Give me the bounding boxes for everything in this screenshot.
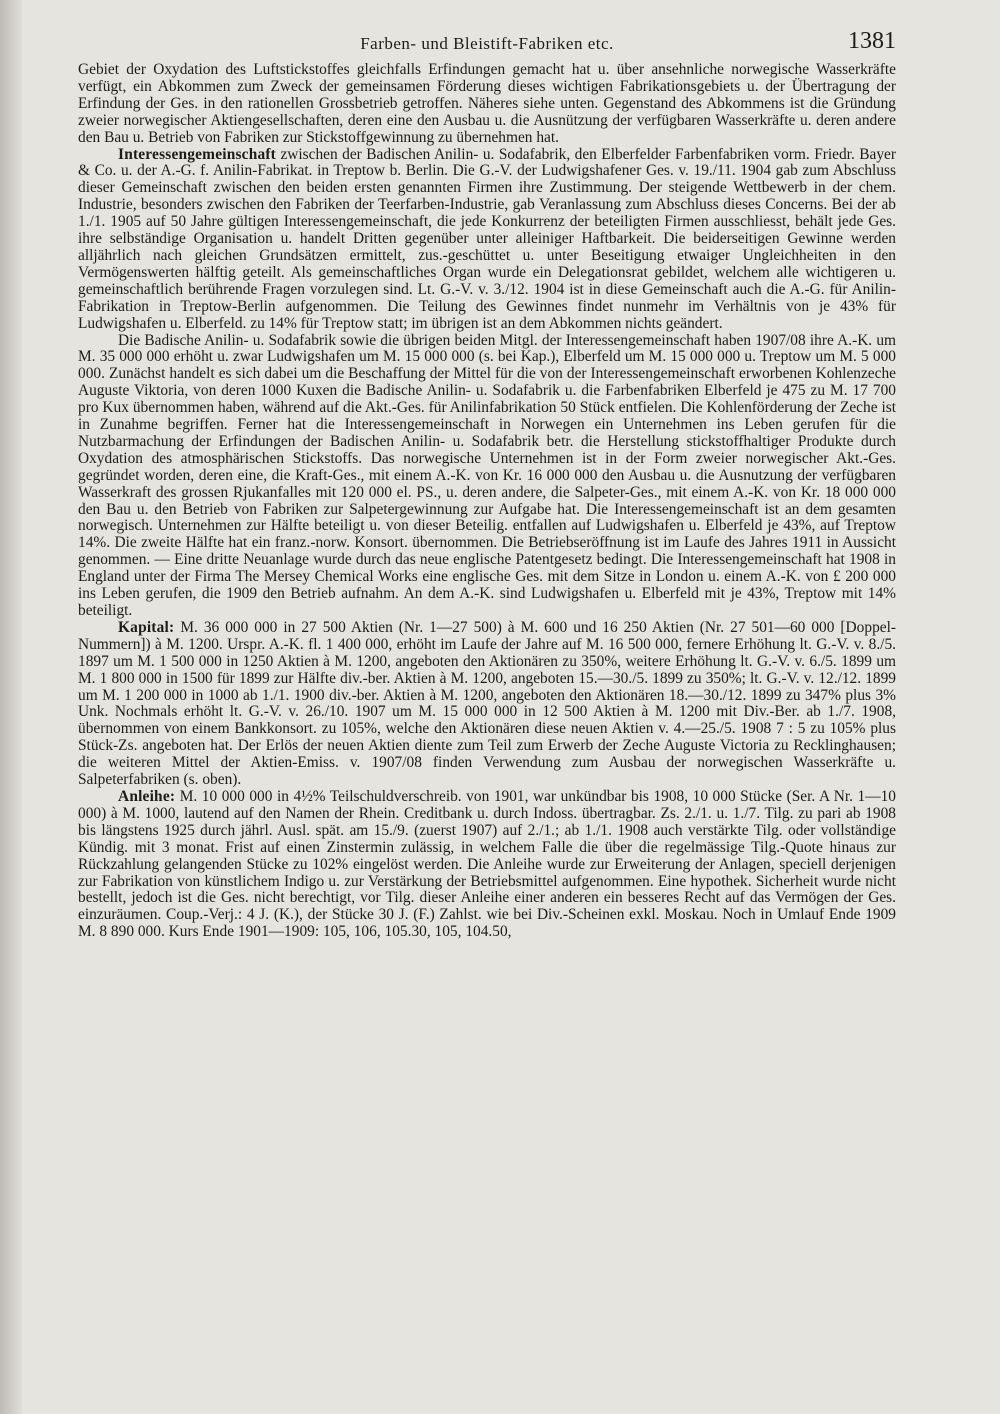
page-number: 1381 [848, 28, 896, 54]
page-spine-shadow [0, 0, 22, 1414]
paragraph-oxydation [78, 62, 896, 147]
paragraph-text: zwischen der Badischen Anilin- u. Sodafabrik, den Elberfelder Farbenfabriken vorm. Friedr. Bayer & Co. u. der A.-G. f. Anilin-Fabrikat. in Treptow b. Berlin. Die G.-V. der Ludwigshafener Ges. v. 19./11. 1904 gab zum Abschluss dieser Gemeinschaft zwischen den beiden ersten genannten Firmen ihre Zustimmung. Der steigende Wettbewerb in der chem. Industrie, besonders zwischen den Fabriken der Teerfarben-Industrie, gab Veranlassung zum Abschluss dieses Concerns. Bei der ab 1./1. 1905 auf 50 Jahre gültigen Interessengemeinschaft, die jede Konkurrenz der beteiligten Firmen ausschliesst, behält jede Ges. ihre selbständige Organisation u. handelt Dritten gegenüber unter alleiniger Haftbarkeit. Die beiderseitigen Gewinne werden alljährlich nach gleichen Grundsätzen ermittelt, zus.-geschüttet u. unter Beseitigung etwaiger Ungleichheiten in den Vermögenswerten hälftig geteilt. Als gemeinschaftliches Organ wurde ein Delegationsrat gebildet, welchem alle wichtigeren u. gemeinschaftlich berührende Fragen vorzulegen sind. Lt. G.-V. v. 3./12. 1904 ist in diese Gemeinschaft auch die A.-G. für Anilin-Fabrikation in Treptow-Berlin aufgenommen. Die Teilung des Gewinnes findet nunmehr im Verhältnis von je 43% für Ludwigshafen u. Elberfeld. zu 14% für Treptow statt; im übrigen ist an dem Abkommen nichts geändert. [78, 145, 896, 332]
paragraph-kapital [78, 620, 896, 789]
section-heading-anleihe: Anleihe: [118, 787, 176, 805]
paragraph-text: Die Badische Anilin- u. Sodafabrik sowie die übrigen beiden Mitgl. der Interessengemeinschaft haben 1907/08 ihre A.-K. um M. 35 000 000 erhöht u. zwar Ludwigshafen um M. 15 000 000 (s. bei Kap.), Elberfeld um M. 15 000 000 u. Treptow um M. 5 000 000. Zunächst handelt es sich dabei um die Beschaffung der Mittel für die von der Interessengemeinschaft erworbenen Kohlenzeche Auguste Viktoria, von deren 1000 Kuxen die Badische Anilin- u. Sodafabrik u. die Farbenfabriken Elberfeld je 475 zu M. 17 700 pro Kux übernommen haben, während auf die Akt.-Ges. für Anilinfabrikation 50 Stück entfielen. Die Kohlenförderung der Zeche ist in Zunahme begriffen. Ferner hat die Interessengemeinschaft in Norwegen ein Unternehmen ins Leben gerufen für die Nutzbarmachung der Erfindungen der Badischen Anilin- u. Sodafabrik betr. die Herstellung stickstoffhaltiger Produkte durch Oxydation des atmosphärischen Stickstoffs. Das norwegische Unternehmen ist in der Form zweier norwegischer Akt.-Ges. gegründet worden, deren eine, die Kraft-Ges., mit einem A.-K. von Kr. 16 000 000 den Ausbau u. die Ausnutzung der verfügbaren Wasserkraft des grossen Rjukanfalles mit 120 000 el. PS., u. deren andere, die Salpeter-Ges., mit einem A.-K. von Kr. 18 000 000 den Bau u. den Betrieb von Fabriken zur Salpetergewinnung zur Aufgabe hat. Die Interessengemeinschaft ist an dem gesamten norwegisch. Unternehmen zur Hälfte beteiligt u. von dieser Beteilig. entfallen auf Ludwigshafen u. Elberfeld je 43%, auf Treptow 14%. Die zweite Hälfte hat ein franz.-norw. Konsort. übernommen. Die Betriebseröffnung ist im Laufe des Jahres 1911 in Aussicht genommen. — Eine dritte Neuanlage wurde durch das neue englische Patentgesetz bedingt. Die Interessengemeinschaft hat 1908 in England unter der Firma The Mersey Chemical Works eine englische Ges. mit dem Sitze in London u. einem A.-K. von £ 200 000 ins Leben gerufen, die 1909 den Betrieb aufnahm. An dem A.-K. sind Ludwigshafen u. Elberfeld mit je 43%, Treptow mit 14% beteiligt. [78, 331, 896, 619]
paragraph-text: M. 36 000 000 in 27 500 Aktien (Nr. 1—27 500) à M. 600 und 16 250 Aktien (Nr. 27 501—60 000 [Doppel-Nummern]) à M. 1200. Urspr. A.-K. fl. 1 400 000, erhöht im Laufe der Jahre auf M. 16 500 000, fernere Erhöhung lt. G.-V. v. 8./5. 1897 um M. 1 500 000 in 1250 Aktien à M. 1200, angeboten den Aktionären zu 350%, weitere Erhöhung lt. G.-V. v. 6./5. 1899 um M. 1 800 000 in 1500 für 1899 zur Hälfte div.-ber. Aktien à M. 1200, angeboten 15.—30./5. 1899 zu 350%; lt. G.-V. v. 12./12. 1899 um M. 1 200 000 in 1000 ab 1./1. 1900 div.-ber. Aktien à M. 1200, angeboten den Aktionären 18.—30./12. 1899 zu 347% plus 3% Unk. Nochmals erhöht lt. G.-V. v. 26./10. 1907 um M. 15 000 000 in 12 500 Aktien à M. 1200 mit Div.-Ber. ab 1./7. 1908, übernommen von einem Bankkonsort. zu 105%, welche den Aktionären diese neuen Aktien v. 4.—25./5. 1908 7 : 5 zu 105% plus Stück-Zs. angeboten hat. Der Erlös der neuen Aktien diente zum Teil zum Erwerb der Zeche Auguste Victoria zu Recklinghausen; die weiteren Mittel der Aktien-Emiss. v. 1907/08 finden Verwendung zum Ausbau der norwegischen Wasserkräfte u. Salpeterfabriken (s. oben). [78, 618, 896, 789]
running-title: Farben- und Bleistift-Fabriken etc. [360, 34, 614, 53]
paragraph-badische-anilin [78, 333, 896, 620]
page-header [72, 28, 902, 58]
page-body [78, 62, 896, 941]
paragraph-text: Gebiet der Oxydation des Luftstickstoffes gleichfalls Erfindungen gemacht hat u. über ansehnliche norwegische Wasserkräfte verfügt, ein Abkommen zum Zweck der gemeinsamen Förderung dieses wichtigen Fabrikationsgebiets u. der Übertragung der Erfindung der Ges. in den rationellen Grossbetrieb getroffen. Näheres siehe unten. Gegenstand des Abkommens ist die Gründung zweier norwegischer Aktiengesellschaften, deren eine den Ausbau u. die Ausnützung der verfügbaren Wasserkräfte u. deren andere den Bau u. Betrieb von Fabriken zur Stickstoffgewinnung zu übernehmen hat. [78, 61, 896, 146]
paragraph-interessengemeinschaft [78, 147, 896, 333]
section-heading-interessengemeinschaft: Interessengemeinschaft [118, 145, 276, 163]
section-heading-kapital: Kapital: [118, 618, 175, 636]
paragraph-text: M. 10 000 000 in 4½% Teilschuldverschreib. von 1901, war unkündbar bis 1908, 10 000 Stücke (Ser. A Nr. 1—10 000) à M. 1000, lautend auf den Namen der Rhein. Creditbank u. durch Indoss. übertragbar. Zs. 2./1. u. 1./7. Tilg. zu pari ab 1908 bis längstens 1925 durch jährl. Ausl. spät. am 15./9. (zuerst 1907) auf 2./1.; ab 1./1. 1908 auch verstärkte Tilg. oder vollständige Kündig. mit 3 monat. Frist auf einen Zinstermin zulässig, in welchem Falle die über die regelmässige Tilg.-Quote hinaus zur Rückzahlung gelangenden Stücke zu 102% eingelöst werden. Die Anleihe wurde zur Erweiterung der Anlagen, speciell derjenigen zur Fabrikation von künstlichem Indigo u. zur Verstärkung der Betriebsmittel aufgenommen. Eine hypothek. Sicherheit wurde nicht bestellt, jedoch ist die Ges. nicht berechtigt, vor Tilg. dieser Anleihe einer anderen ein besseres Recht auf das Vermögen der Ges. einzuräumen. Coup.-Verj.: 4 J. (K.), der Stücke 30 J. (F.) Zahlst. wie bei Div.-Scheinen exkl. Moskau. Noch in Umlauf Ende 1909 M. 8 890 000. Kurs Ende 1901—1909: 105, 106, 105.30, 105, 104.50, [78, 787, 896, 941]
paragraph-anleihe [78, 789, 896, 941]
